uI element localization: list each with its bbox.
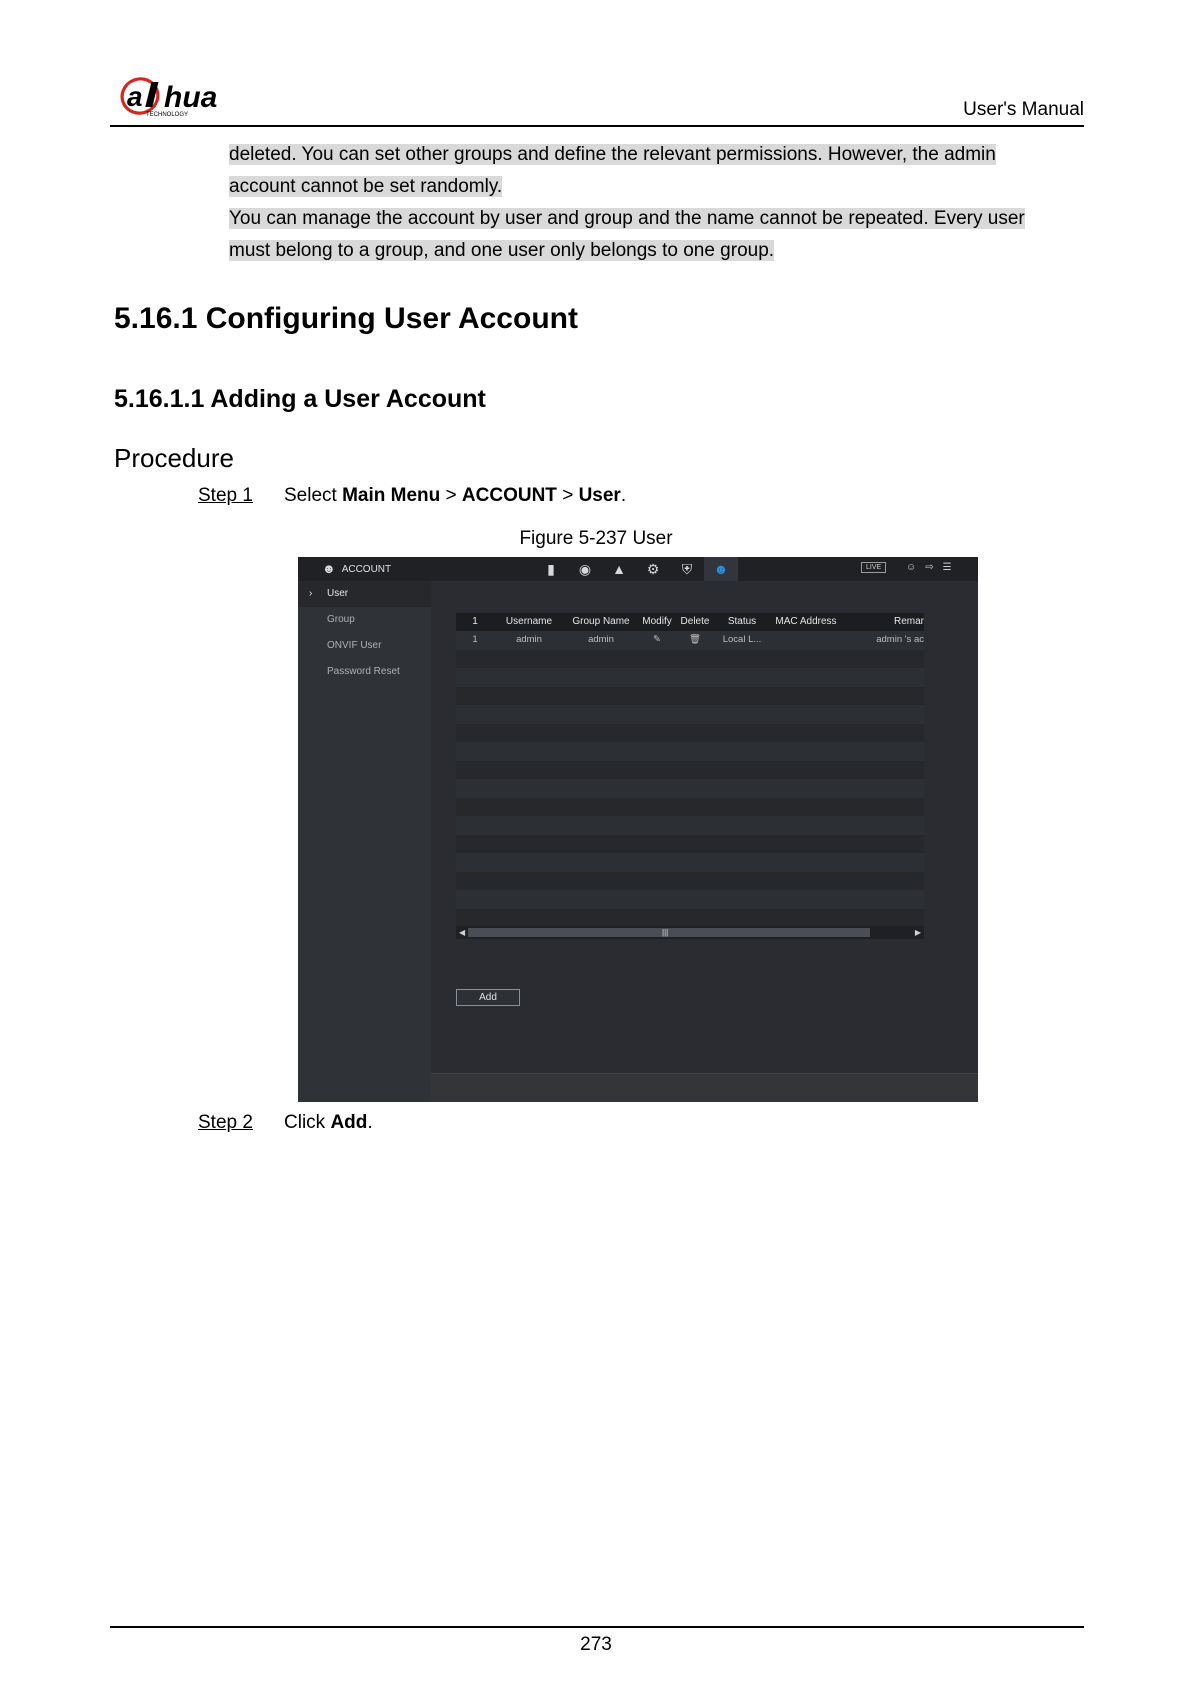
- table-row-empty: [456, 668, 924, 687]
- account-title-label: ACCOUNT: [341, 563, 392, 575]
- cell-username: admin: [516, 634, 542, 645]
- col-remark[interactable]: Remar: [893, 616, 924, 627]
- account-title: [322, 562, 391, 576]
- procedure-heading: Procedure: [114, 443, 234, 473]
- shield-icon[interactable]: ⛨: [681, 561, 693, 577]
- table-row-empty: [456, 650, 924, 669]
- sidebar-item-password-reset[interactable]: [298, 659, 431, 685]
- account-screenshot: [298, 557, 978, 1102]
- table-row-empty: [456, 705, 924, 724]
- step-1-account: ACCOUNT: [461, 485, 557, 506]
- table-row-empty: [456, 890, 924, 909]
- table-row-empty: [456, 724, 924, 743]
- table-row-empty: [456, 779, 924, 798]
- top-right-icons: [906, 562, 952, 573]
- sidebar-item-group[interactable]: [298, 607, 431, 633]
- step-1-number: Step 1: [198, 485, 253, 506]
- sidebar-item-label: Password Reset: [327, 666, 400, 677]
- table-row-empty: [456, 909, 924, 927]
- step-2: [198, 1112, 373, 1134]
- account-icon[interactable]: ☻: [704, 557, 738, 581]
- col-delete: Delete: [680, 616, 710, 627]
- cell-remark: admin 's ac: [876, 634, 924, 645]
- table-body: [456, 631, 924, 926]
- step-2-text: [284, 1112, 373, 1134]
- sidebar-item-onvif-user[interactable]: [298, 633, 431, 659]
- intro-line-4: must belong to a group, and one user only belongs to one group.: [229, 240, 775, 261]
- cell-mac: [770, 631, 842, 650]
- sidebar-item-label: Group: [327, 614, 355, 625]
- col-group-name[interactable]: Group Name: [572, 616, 630, 627]
- header-divider: [110, 125, 1084, 127]
- svg-text:TECHNOLOGY: TECHNOLOGY: [146, 112, 189, 118]
- svg-text:hua: hua: [164, 81, 218, 114]
- add-button[interactable]: Add: [456, 989, 520, 1006]
- intro-line-2: account cannot be set randomly.: [229, 176, 503, 197]
- table-row-empty: [456, 761, 924, 780]
- sidebar-item-user[interactable]: [298, 581, 431, 607]
- dahua-logo: [120, 76, 255, 118]
- step-1-end: .: [620, 485, 627, 506]
- table-row-empty: [456, 742, 924, 761]
- cell-status: Local L...: [722, 634, 762, 645]
- table-row-empty: [456, 687, 924, 706]
- intro-line-3: You can manage the account by user and group and the name cannot be repeated. Every user: [229, 208, 1025, 229]
- table-row-empty: [456, 835, 924, 854]
- step-1-main-menu: Main Menu: [342, 485, 441, 506]
- scroll-left-icon[interactable]: ◀: [459, 928, 466, 937]
- step-1-text: [284, 485, 626, 507]
- cell-group-name: admin: [588, 634, 614, 645]
- table-row-empty: [456, 853, 924, 872]
- storage-icon[interactable]: ▲: [612, 561, 626, 577]
- system-gear-icon[interactable]: ⚙: [646, 561, 660, 577]
- table-row-empty: [456, 872, 924, 891]
- step-1-user: User: [578, 485, 621, 506]
- user-gear-icon: ☻: [322, 561, 336, 576]
- step-1-sep-1: >: [440, 485, 462, 506]
- bottom-bar: [431, 1073, 978, 1102]
- top-bar: [298, 557, 978, 581]
- user-table: [456, 613, 924, 939]
- logout-icon[interactable]: ⇨: [925, 562, 934, 573]
- table-header: [456, 613, 924, 631]
- col-status[interactable]: Status: [727, 616, 757, 627]
- sidebar: [298, 581, 431, 1102]
- scrollbar-thumb[interactable]: [468, 928, 870, 937]
- page-number: 273: [580, 1634, 612, 1655]
- step-2-pre: Click: [284, 1112, 331, 1133]
- horizontal-scrollbar[interactable]: [456, 926, 924, 939]
- camera-icon[interactable]: ▮: [547, 561, 555, 577]
- sidebar-item-label: ONVIF User: [327, 640, 382, 651]
- live-button[interactable]: LIVE: [861, 562, 886, 573]
- table-row[interactable]: [456, 631, 924, 650]
- menu-icon[interactable]: ☰: [942, 562, 952, 573]
- col-index[interactable]: 1: [472, 616, 478, 627]
- user-icon[interactable]: ☺: [906, 562, 917, 573]
- col-modify: Modify: [642, 616, 672, 627]
- main-nav-icons: [534, 557, 738, 581]
- chevron-right-icon: ›: [309, 588, 313, 599]
- dahua-logo-graphic: [120, 76, 255, 118]
- col-username[interactable]: Username: [505, 616, 553, 627]
- pencil-icon[interactable]: ✎: [653, 634, 661, 645]
- footer-divider: [110, 1626, 1084, 1628]
- svg-text:a: a: [127, 81, 143, 112]
- trash-icon[interactable]: 🗑: [688, 634, 702, 645]
- section-title: 5.16.1 Configuring User Account: [114, 302, 578, 335]
- step-1-pre: Select: [284, 485, 343, 506]
- cell-index: 1: [472, 634, 478, 645]
- step-2-add: Add: [330, 1112, 368, 1133]
- sidebar-item-label: User: [327, 588, 349, 599]
- table-row-empty: [456, 798, 924, 817]
- scroll-grip-icon: |||: [662, 928, 669, 937]
- table-row-empty: [456, 816, 924, 835]
- intro-paragraph: [229, 139, 1069, 267]
- scroll-right-icon[interactable]: ▶: [914, 928, 921, 937]
- intro-line-1: deleted. You can set other groups and define the relevant permissions. However, the admin: [229, 144, 996, 165]
- subsection-title: 5.16.1.1 Adding a User Account: [114, 385, 486, 413]
- figure-caption: Figure 5-237 User: [519, 528, 673, 549]
- step-1: [198, 485, 626, 507]
- network-icon[interactable]: ◉: [578, 561, 592, 577]
- step-2-number: Step 2: [198, 1112, 253, 1133]
- step-1-sep-2: >: [556, 485, 579, 506]
- col-mac-address[interactable]: MAC Address: [775, 616, 837, 627]
- manual-title: User's Manual: [963, 99, 1084, 120]
- step-2-end: .: [367, 1112, 373, 1133]
